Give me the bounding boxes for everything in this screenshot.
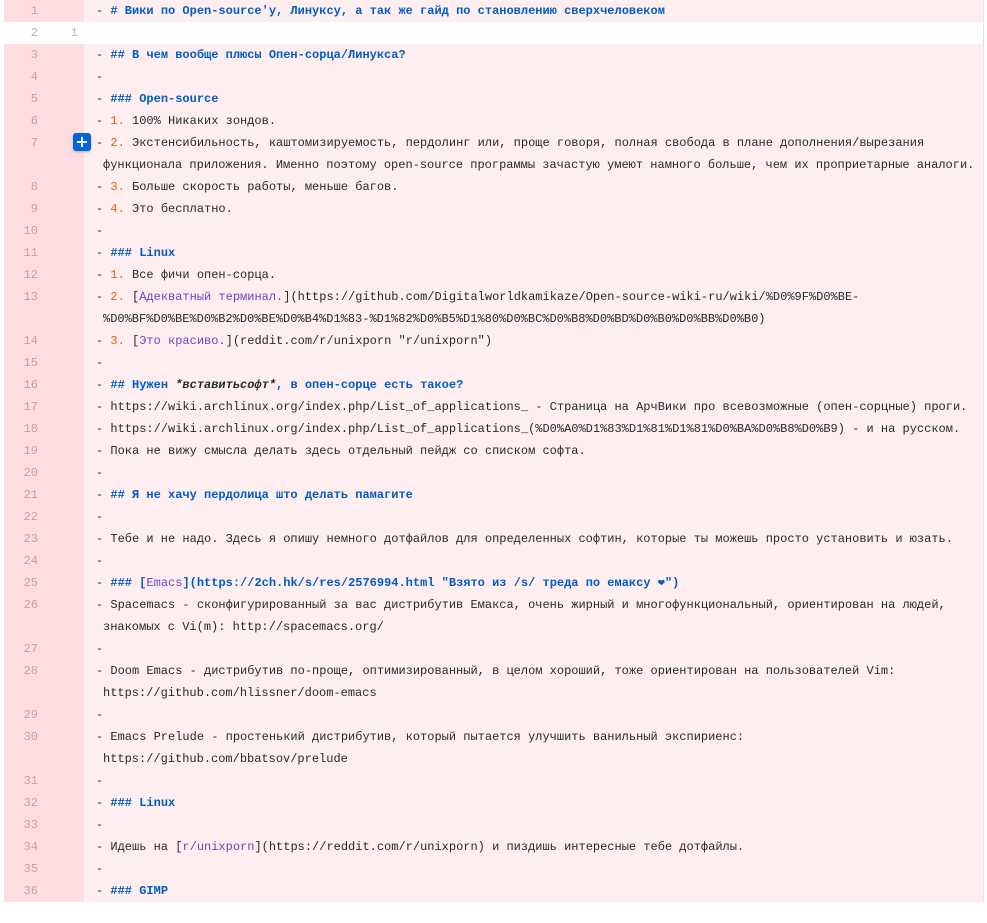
code-line bbox=[84, 660, 983, 704]
diff-row bbox=[4, 858, 983, 880]
diff-row bbox=[4, 880, 983, 902]
new-line-number[interactable] bbox=[44, 858, 84, 880]
code-token: Все фичи опен-сорца. bbox=[124, 268, 277, 282]
code-token: - bbox=[96, 136, 111, 150]
old-line-number[interactable]: 26 bbox=[4, 594, 44, 638]
code-token: Адекватный терминал. bbox=[139, 290, 284, 304]
add-comment-button[interactable]: + bbox=[73, 133, 91, 151]
code-line bbox=[84, 132, 983, 176]
code-token: 1. bbox=[110, 114, 125, 128]
code-token: - bbox=[96, 290, 111, 304]
new-line-number[interactable] bbox=[44, 704, 84, 726]
code-token: 2. bbox=[110, 290, 125, 304]
new-line-number[interactable] bbox=[44, 396, 84, 418]
code-token: ### Open-source bbox=[110, 92, 219, 106]
old-line-number[interactable]: 31 bbox=[4, 770, 44, 792]
code-line bbox=[84, 638, 983, 660]
new-line-number[interactable] bbox=[44, 660, 84, 704]
code-line bbox=[84, 770, 983, 792]
diff-row bbox=[4, 220, 983, 242]
code-token: - bbox=[96, 4, 111, 18]
old-line-number[interactable]: 13 bbox=[4, 286, 44, 330]
new-line-number[interactable] bbox=[44, 814, 84, 836]
old-line-number[interactable]: 14 bbox=[4, 330, 44, 352]
diff-row bbox=[4, 330, 983, 352]
old-line-number[interactable]: 5 bbox=[4, 88, 44, 110]
code-token: - bbox=[96, 180, 111, 194]
old-line-number[interactable]: 15 bbox=[4, 352, 44, 374]
diff-row bbox=[4, 814, 983, 836]
code-token: - bbox=[96, 642, 104, 656]
new-line-number[interactable] bbox=[44, 242, 84, 264]
code-token: - bbox=[96, 202, 111, 216]
code-line bbox=[84, 198, 983, 220]
code-line bbox=[84, 352, 983, 374]
code-line bbox=[84, 330, 983, 352]
code-token: Больше скорость работы, меньше багов. bbox=[124, 180, 399, 194]
code-token: - bbox=[96, 92, 111, 106]
code-token: - Пока не вижу смысла делать здесь отдельный пейдж со списком софта. bbox=[96, 444, 586, 458]
old-line-number[interactable]: 21 bbox=[4, 484, 44, 506]
code-token: - Spacemacs - сконфигурированный за вас дистрибутив Емакса, очень жирный и многофункциональный, ориентирован на людей, знакомых с Vi(m): http://spacemacs.org/ bbox=[96, 598, 953, 634]
code-line bbox=[84, 506, 983, 528]
diff-row bbox=[4, 66, 983, 88]
diff-row bbox=[4, 704, 983, 726]
code-token: - bbox=[96, 510, 104, 524]
new-line-number[interactable] bbox=[44, 726, 84, 770]
code-line bbox=[84, 528, 983, 550]
diff-row bbox=[4, 88, 983, 110]
code-line bbox=[84, 374, 983, 396]
new-line-number[interactable] bbox=[44, 88, 84, 110]
new-line-number[interactable] bbox=[44, 330, 84, 352]
new-line-number[interactable] bbox=[44, 572, 84, 594]
code-line bbox=[84, 418, 983, 440]
code-token: - Идешь на [ bbox=[96, 840, 183, 854]
old-line-number[interactable]: 30 bbox=[4, 726, 44, 770]
new-line-number[interactable] bbox=[44, 880, 84, 902]
old-line-number[interactable]: 24 bbox=[4, 550, 44, 572]
old-line-number[interactable]: 19 bbox=[4, 440, 44, 462]
diff-row bbox=[4, 176, 983, 198]
code-token: - bbox=[96, 884, 111, 898]
code-line bbox=[84, 814, 983, 836]
new-line-number[interactable] bbox=[44, 220, 84, 242]
old-line-number[interactable]: 20 bbox=[4, 462, 44, 484]
code-token: Это красиво. bbox=[139, 334, 226, 348]
diff-row bbox=[4, 440, 983, 462]
old-line-number[interactable]: 25 bbox=[4, 572, 44, 594]
diff-row bbox=[4, 44, 983, 66]
old-line-number[interactable]: 35 bbox=[4, 858, 44, 880]
diff-row bbox=[4, 726, 983, 770]
diff-row bbox=[4, 528, 983, 550]
code-token: ## Я не хачу пердолица што делать памагите bbox=[110, 488, 413, 502]
code-token: - bbox=[96, 708, 104, 722]
code-line bbox=[84, 264, 983, 286]
code-line bbox=[84, 396, 983, 418]
code-token: 3. bbox=[110, 334, 125, 348]
code-line bbox=[84, 858, 983, 880]
code-line bbox=[84, 704, 983, 726]
new-line-number[interactable] bbox=[44, 506, 84, 528]
code-token: 100% Никаких зондов. bbox=[124, 114, 277, 128]
old-line-number[interactable]: 3 bbox=[4, 44, 44, 66]
old-line-number[interactable]: 23 bbox=[4, 528, 44, 550]
old-line-number[interactable]: 18 bbox=[4, 418, 44, 440]
new-line-number[interactable] bbox=[44, 286, 84, 330]
code-token: ### Linux bbox=[110, 796, 176, 810]
code-line bbox=[84, 110, 983, 132]
new-line-number[interactable] bbox=[44, 594, 84, 638]
diff-row bbox=[4, 132, 983, 176]
code-token: - bbox=[96, 554, 104, 568]
new-line-number[interactable] bbox=[44, 66, 84, 88]
diff-row bbox=[4, 352, 983, 374]
diff-row bbox=[4, 462, 983, 484]
diff-row bbox=[4, 572, 983, 594]
old-line-number[interactable]: 22 bbox=[4, 506, 44, 528]
diff-row bbox=[4, 638, 983, 660]
diff-row bbox=[4, 418, 983, 440]
old-line-number[interactable]: 11 bbox=[4, 242, 44, 264]
old-line-number[interactable]: 16 bbox=[4, 374, 44, 396]
code-token: - bbox=[96, 862, 104, 876]
diff-row bbox=[4, 286, 983, 330]
code-token: - bbox=[96, 70, 104, 84]
code-token: - bbox=[96, 378, 111, 392]
code-line bbox=[84, 88, 983, 110]
code-token: - https://wiki.archlinux.org/index.php/List_of_applications_(%D0%A0%D1%83%D1%81%D1%81%D0%BA%D0%B8%D0%B9) - и на русском. bbox=[96, 422, 961, 436]
old-line-number[interactable]: 27 bbox=[4, 638, 44, 660]
code-token: - bbox=[96, 114, 111, 128]
code-token: ### Linux bbox=[110, 246, 176, 260]
code-line bbox=[84, 836, 983, 858]
diff-row bbox=[4, 198, 983, 220]
new-line-number[interactable]: 1 bbox=[44, 22, 84, 44]
new-line-number[interactable] bbox=[44, 418, 84, 440]
code-token: Это бесплатно. bbox=[124, 202, 233, 216]
code-token: *вставитьсофт* bbox=[175, 378, 277, 392]
new-line-number[interactable] bbox=[44, 462, 84, 484]
code-token: 2. bbox=[110, 136, 125, 150]
old-line-number[interactable]: 17 bbox=[4, 396, 44, 418]
diff-row bbox=[4, 594, 983, 638]
old-line-number[interactable]: 34 bbox=[4, 836, 44, 858]
diff-row bbox=[4, 242, 983, 264]
new-line-number[interactable] bbox=[44, 374, 84, 396]
code-token: - bbox=[96, 246, 111, 260]
code-token: r/unixporn bbox=[182, 840, 255, 854]
code-token: - bbox=[96, 466, 104, 480]
diff-row bbox=[4, 836, 983, 858]
old-line-number[interactable]: 33 bbox=[4, 814, 44, 836]
old-line-number[interactable]: 4 bbox=[4, 66, 44, 88]
code-token: ](https://github.com/Digitalworldkamikaze/Open-source-wiki-ru/wiki/%D0%9F%D0%BE-%D0%BF%D0%BE%D0%B2%D0%BE%D0%B4%D1%83-%D1%82%D0%B5%D1%80%D0%BC%D0%B8%D0%BD%D0%B0%D0%BB%D0%B0) bbox=[103, 290, 860, 326]
code-token: - bbox=[96, 488, 111, 502]
diff-row bbox=[4, 110, 983, 132]
code-token: 3. bbox=[110, 180, 125, 194]
new-line-number[interactable] bbox=[44, 110, 84, 132]
old-line-number[interactable]: 2 bbox=[4, 22, 44, 44]
old-line-number[interactable]: 9 bbox=[4, 198, 44, 220]
new-line-number[interactable] bbox=[44, 44, 84, 66]
code-line bbox=[84, 44, 983, 66]
old-line-number[interactable]: 6 bbox=[4, 110, 44, 132]
diff-row bbox=[4, 792, 983, 814]
code-line bbox=[84, 484, 983, 506]
code-token: - Тебе и не надо. Здесь я опишу немного дотфайлов для определенных софтин, которые ты можешь просто установить и юзать. bbox=[96, 532, 953, 546]
code-token: - bbox=[96, 818, 104, 832]
code-token: - Doom Emacs - дистрибутив по-проще, оптимизированный, в целом хороший, тоже ориентирован на пользователей Vim: https://github.com/hlissner/doom-emacs bbox=[96, 664, 903, 700]
code-token: - bbox=[96, 268, 111, 282]
old-line-number[interactable]: 1 bbox=[4, 0, 44, 22]
new-line-number[interactable] bbox=[44, 550, 84, 572]
new-line-number[interactable] bbox=[44, 770, 84, 792]
code-token: ## Нужен bbox=[110, 378, 176, 392]
old-line-number[interactable]: 36 bbox=[4, 880, 44, 902]
old-line-number[interactable]: 7 bbox=[4, 132, 44, 176]
diff-row bbox=[4, 396, 983, 418]
old-line-number[interactable]: 8 bbox=[4, 176, 44, 198]
new-line-number[interactable] bbox=[44, 792, 84, 814]
diff-row bbox=[4, 0, 983, 22]
code-token: - bbox=[96, 576, 111, 590]
code-token: ](https://2ch.hk/s/res/2576994.html "Взято из /s/ треда по емаксу ❤") bbox=[182, 576, 680, 590]
code-token: - bbox=[96, 48, 111, 62]
code-token: - bbox=[96, 774, 104, 788]
code-token: Экстенсибильность, каштомизируемость, пердолинг или, проще говоря, полная свобода в плане дополнения/вырезания функционала приложения. Именно поэтому open-source программы зачастую умеют намного больше, чем их проприетарные аналоги. bbox=[103, 136, 975, 172]
diff-row bbox=[4, 550, 983, 572]
code-token: - bbox=[96, 224, 104, 238]
code-line bbox=[84, 594, 983, 638]
code-line bbox=[84, 220, 983, 242]
code-token: ](https://reddit.com/r/unixporn) и пиздишь интересные тебе дотфайлы. bbox=[254, 840, 745, 854]
code-token: 1. bbox=[110, 268, 125, 282]
code-token: [ bbox=[124, 334, 140, 348]
code-line bbox=[84, 726, 983, 770]
old-line-number[interactable]: 12 bbox=[4, 264, 44, 286]
code-line bbox=[84, 286, 983, 330]
old-line-number[interactable]: 32 bbox=[4, 792, 44, 814]
new-line-number[interactable] bbox=[44, 0, 84, 22]
new-line-number[interactable] bbox=[44, 176, 84, 198]
code-line bbox=[84, 242, 983, 264]
code-line bbox=[84, 792, 983, 814]
new-line-number[interactable] bbox=[44, 264, 84, 286]
code-token: - bbox=[96, 796, 111, 810]
code-token: ](reddit.com/r/unixporn "r/unixporn") bbox=[225, 334, 493, 348]
new-line-number[interactable] bbox=[44, 198, 84, 220]
code-token: - https://wiki.archlinux.org/index.php/List_of_applications_ - Страница на АрчВики про всевозможные (опен-сорцные) проги. bbox=[96, 400, 968, 414]
diff-table bbox=[4, 0, 984, 902]
diff-row bbox=[4, 264, 983, 286]
diff-row bbox=[4, 374, 983, 396]
diff-row bbox=[4, 660, 983, 704]
code-line bbox=[84, 880, 983, 902]
old-line-number[interactable]: 28 bbox=[4, 660, 44, 704]
code-token: - Emacs Prelude - простенький дистрибутив, который пытается улучшить ванильный экспириенс: https://github.com/bbatsov/prelude bbox=[96, 730, 752, 766]
code-token: ## В чем вообще плюсы Опен-сорца/Линукса? bbox=[110, 48, 406, 62]
new-line-number[interactable] bbox=[44, 352, 84, 374]
code-token: - bbox=[96, 356, 104, 370]
code-token: , в опен-сорце есть такое? bbox=[276, 378, 464, 392]
code-token: # Вики по Open-source'у, Линуксу, а так же гайд по становлению сверхчеловеком bbox=[110, 4, 665, 18]
code-line bbox=[84, 572, 983, 594]
new-line-number[interactable] bbox=[44, 528, 84, 550]
code-token: [ bbox=[124, 290, 140, 304]
code-line bbox=[84, 22, 983, 44]
code-token: 4. bbox=[110, 202, 125, 216]
code-line bbox=[84, 0, 983, 22]
diff-row bbox=[4, 506, 983, 528]
old-line-number[interactable]: 10 bbox=[4, 220, 44, 242]
code-line bbox=[84, 440, 983, 462]
new-line-number[interactable] bbox=[44, 638, 84, 660]
diff-row bbox=[4, 22, 983, 44]
new-line-number[interactable] bbox=[44, 836, 84, 858]
code-line bbox=[84, 66, 983, 88]
code-token: ### GIMP bbox=[110, 884, 169, 898]
code-line bbox=[84, 462, 983, 484]
diff-row bbox=[4, 770, 983, 792]
old-line-number[interactable]: 29 bbox=[4, 704, 44, 726]
code-line bbox=[84, 176, 983, 198]
diff-row bbox=[4, 484, 983, 506]
code-line bbox=[84, 550, 983, 572]
code-token: ### [ bbox=[110, 576, 147, 590]
code-token: - bbox=[96, 334, 111, 348]
new-line-number[interactable] bbox=[44, 484, 84, 506]
new-line-number[interactable] bbox=[44, 440, 84, 462]
code-token: Emacs bbox=[146, 576, 183, 590]
